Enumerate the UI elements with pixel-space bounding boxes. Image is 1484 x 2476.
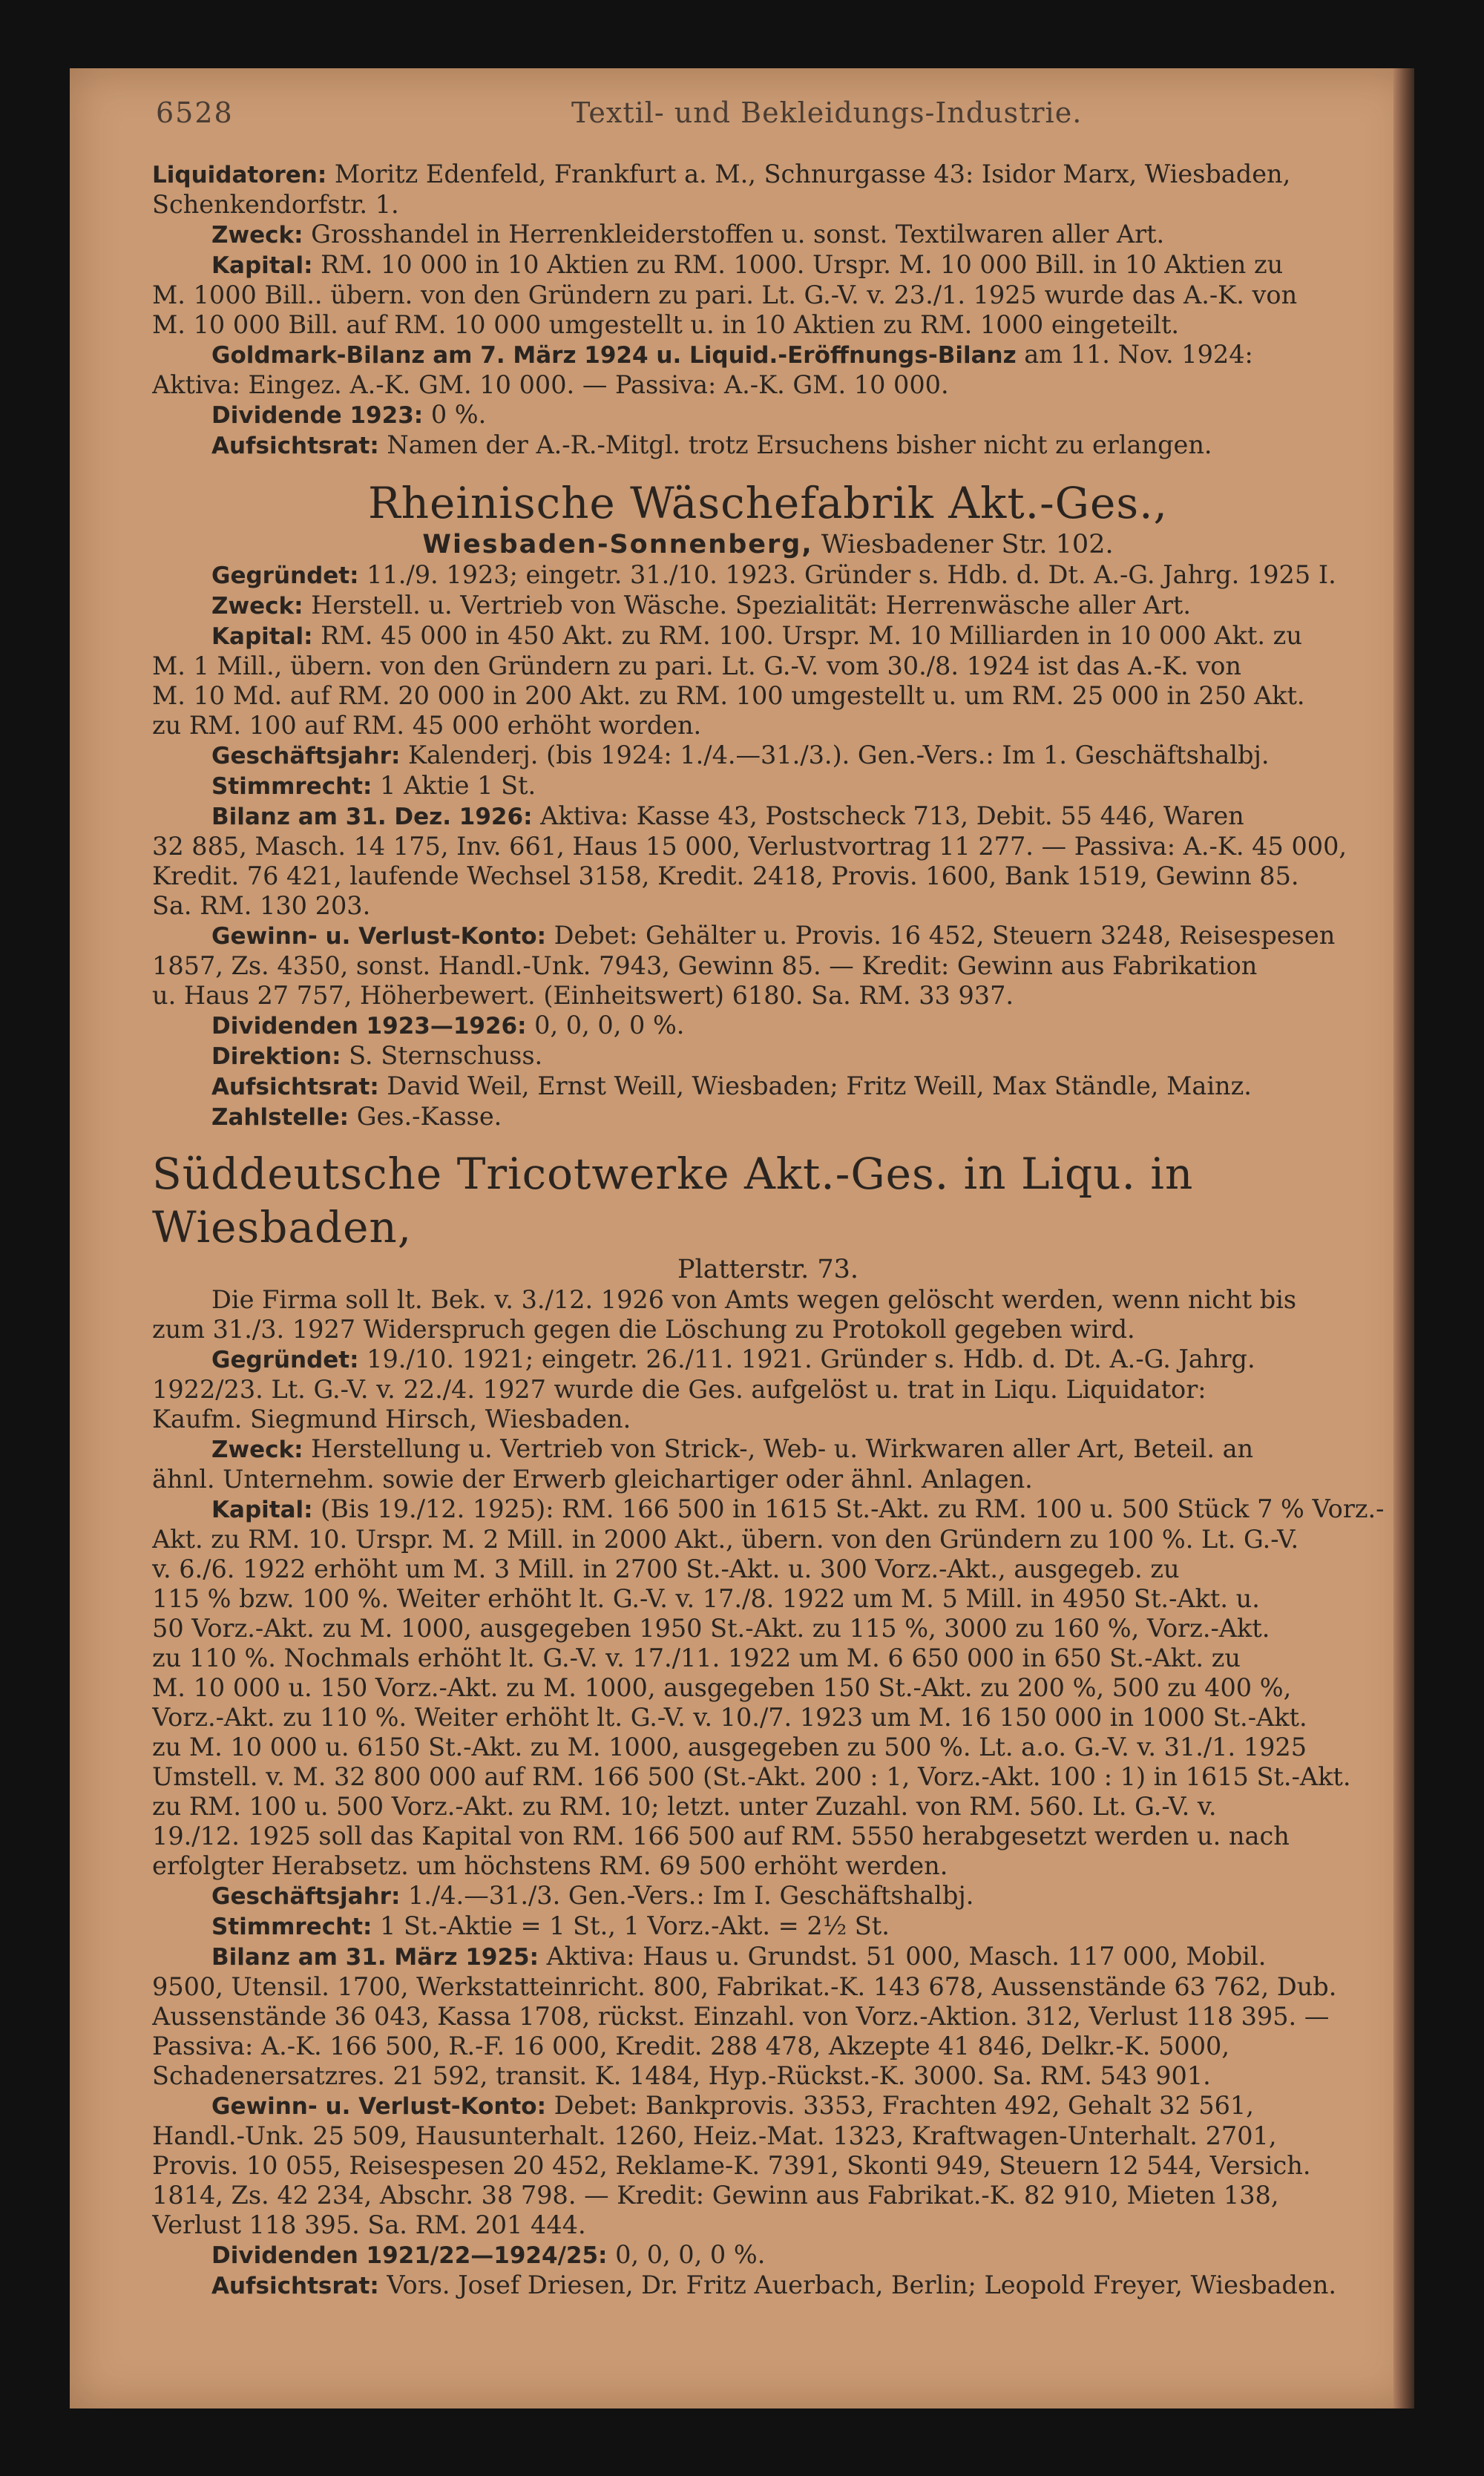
field-text: am 11. Nov. 1924:	[1016, 340, 1253, 369]
text-line	[152, 2270, 1384, 2301]
field-label: Bilanz am 31. März 1925:	[211, 1944, 539, 1971]
field-label: Kapital:	[211, 623, 313, 650]
text-line	[152, 1285, 1384, 1315]
field-text: 1./4.—31./3. Gen.-Vers.: Im I. Geschäftshalbj.	[400, 1881, 974, 1910]
field-text: 19./12. 1925 soll das Kapital von RM. 166 500 auf RM. 5550 herabgesetzt werden u. nach	[152, 1822, 1290, 1851]
field-text: zu 110 %. Nochmals erhöht lt. G.-V. v. 17./11. 1922 um M. 6 650 000 in 650 St.-Akt. zu	[152, 1643, 1241, 1672]
entry-sueddeutsche	[152, 1285, 1384, 2301]
field-label: Gegründet:	[211, 1347, 359, 1373]
text-line	[152, 2002, 1384, 2032]
field-text: ähnl. Unternehm. sowie der Erwerb gleichartiger oder ähnl. Anlagen.	[152, 1465, 1033, 1494]
field-text: 32 885, Masch. 14 175, Inv. 661, Haus 15 000, Verlustvortrag 11 277. — Passiva: A.-K. 45 000,	[152, 832, 1347, 861]
field-text: David Weil, Ernst Weill, Wiesbaden; Fritz Weill, Max Ständle, Mainz.	[378, 1071, 1252, 1100]
field-label: Kapital:	[211, 1497, 313, 1523]
company-address-sueddeutsche: Platterstr. 73.	[677, 1255, 858, 1284]
field-text: Herstell. u. Vertrieb von Wäsche. Spezialität: Herrenwäsche aller Art.	[303, 591, 1191, 620]
field-label: Geschäftsjahr:	[211, 1883, 401, 1910]
text-line	[152, 1942, 1384, 1972]
field-text: zu RM. 100 auf RM. 45 000 erhöht worden.	[152, 711, 702, 740]
text-line	[152, 1703, 1384, 1733]
field-text: 1922/23. Lt. G.-V. v. 22./4. 1927 wurde die Ges. aufgelöst u. trat in Liqu. Liquidator:	[152, 1375, 1206, 1404]
field-label: Dividende 1923:	[211, 402, 424, 429]
company-title-sueddeutsche: Süddeutsche Tricotwerke Akt.-Ges. in Liqu. in Wiesbaden,	[152, 1149, 1194, 1252]
text-line	[152, 310, 1384, 340]
text-line	[152, 560, 1384, 591]
text-line	[152, 2181, 1384, 2210]
field-text: 0, 0, 0, 0 %.	[607, 2240, 766, 2269]
company-location: Wiesbaden-Sonnenberg,	[422, 530, 813, 559]
text-line	[152, 921, 1384, 951]
text-line	[152, 771, 1384, 801]
text-line	[152, 1643, 1384, 1673]
field-label: Aufsichtsrat:	[211, 1074, 379, 1100]
field-text: Akt. zu RM. 10. Urspr. M. 2 Mill. in 2000 Akt., übern. von den Gründern zu 100 %. Lt. G.-V.	[152, 1525, 1299, 1554]
field-label: Kapital:	[211, 252, 313, 279]
field-text: Debet: Bankprovis. 3353, Frachten 492, Gehalt 32 561,	[545, 2091, 1254, 2120]
field-text: M. 1000 Bill.. übern. von den Gründern zu pari. Lt. G.-V. v. 23./1. 1925 wurde das A.-K. von	[152, 280, 1298, 309]
field-text: M. 10 000 u. 150 Vorz.-Akt. zu M. 1000, ausgegeben 150 St.-Akt. zu 200 %, 500 zu 400 %,	[152, 1673, 1292, 1702]
field-text: 115 % bzw. 100 %. Weiter erhöht lt. G.-V. v. 17./8. 1922 um M. 5 Mill. in 4950 St.-Akt. u.	[152, 1584, 1260, 1613]
text-line	[152, 220, 1384, 250]
text-line	[152, 2210, 1384, 2240]
text-line	[152, 591, 1384, 621]
text-line	[152, 981, 1384, 1011]
page-content	[152, 160, 1384, 2301]
field-text: erfolgter Herabsetz. um höchstens RM. 69 500 erhöht werden.	[152, 1851, 948, 1880]
text-line	[152, 400, 1384, 430]
text-line	[152, 1041, 1384, 1071]
field-label: Zweck:	[211, 1436, 303, 1463]
text-line	[152, 1822, 1384, 1851]
field-label: Stimmrecht:	[211, 1914, 372, 1940]
field-text: Handl.-Unk. 25 509, Hausunterhalt. 1260, Heiz.-Mat. 1323, Kraftwagen-Unterhalt. 2701,	[152, 2121, 1277, 2150]
text-line	[152, 2061, 1384, 2091]
field-label: Aufsichtsrat:	[211, 433, 379, 459]
field-text: Aussenstände 36 043, Kassa 1708, rückst. Einzahl. von Vorz.-Aktion. 312, Verlust 118 395. —	[152, 2002, 1330, 2031]
field-text: (Bis 19./12. 1925): RM. 166 500 in 1615 St.-Akt. zu RM. 100 u. 500 Stück 7 % Vorz.-	[312, 1494, 1384, 1523]
text-line	[152, 280, 1384, 310]
field-label: Goldmark-Bilanz am 7. März 1924 u. Liquid.-Eröffnungs-Bilanz	[211, 342, 1017, 369]
text-line	[152, 1851, 1384, 1881]
field-text: Umstell. v. M. 32 800 000 auf RM. 166 500 (St.-Akt. 200 : 1, Vorz.-Akt. 100 : 1) in 1615 St.-Akt.	[152, 1762, 1351, 1791]
field-text: 50 Vorz.-Akt. zu M. 1000, ausgegeben 1950 St.-Akt. zu 115 %, 3000 zu 160 %, Vorz.-Akt.	[152, 1614, 1270, 1643]
field-label: Direktion:	[211, 1043, 341, 1070]
text-line	[152, 651, 1384, 681]
text-line	[152, 1792, 1384, 1822]
field-text: M. 10 Md. auf RM. 20 000 in 200 Akt. zu RM. 100 umgestellt u. um RM. 25 000 in 250 Akt.	[152, 681, 1305, 710]
text-line	[152, 951, 1384, 981]
text-line	[152, 1011, 1384, 1041]
text-line	[152, 2151, 1384, 2181]
field-text: Vors. Josef Driesen, Dr. Fritz Auerbach, Berlin; Leopold Freyer, Wiesbaden.	[378, 2270, 1337, 2299]
field-text: Die Firma soll lt. Bek. v. 3./12. 1926 von Amts wegen gelöscht werden, wenn nicht bis	[211, 1285, 1297, 1314]
field-label: Geschäftsjahr:	[211, 743, 401, 769]
text-line	[152, 1465, 1384, 1494]
field-text: Grosshandel in Herrenkleiderstoffen u. sonst. Textilwaren aller Art.	[303, 220, 1165, 249]
field-text: RM. 45 000 in 450 Akt. zu RM. 100. Urspr. M. 10 Milliarden in 10 000 Akt. zu	[312, 621, 1302, 650]
field-text: 0, 0, 0, 0 %.	[526, 1011, 685, 1040]
text-line	[152, 2032, 1384, 2061]
book-spine	[1393, 68, 1414, 2408]
field-text: Kredit. 76 421, laufende Wechsel 3158, Kredit. 2418, Provis. 1600, Bank 1519, Gewinn 85.	[152, 861, 1299, 890]
field-text: 9500, Utensil. 1700, Werkstatteinricht. 800, Fabrikat.-K. 143 678, Aussenstände 63 762, Dub.	[152, 1972, 1337, 2001]
field-label: Liquidatoren:	[152, 162, 327, 188]
field-label: Gewinn- u. Verlust-Konto:	[211, 2093, 546, 2120]
text-line	[152, 1762, 1384, 1792]
text-line	[152, 2091, 1384, 2121]
field-label: Aufsichtsrat:	[211, 2273, 379, 2299]
field-text: 1 Aktie 1 St.	[372, 771, 536, 800]
field-label: Gewinn- u. Verlust-Konto:	[211, 923, 546, 950]
field-text: Moritz Edenfeld, Frankfurt a. M., Schnurgasse 43: Isidor Marx, Wiesbaden,	[326, 160, 1291, 188]
field-label: Bilanz am 31. Dez. 1926:	[211, 804, 533, 830]
text-line	[152, 1344, 1384, 1375]
text-line	[152, 1911, 1384, 1942]
field-text: zum 31./3. 1927 Widerspruch gegen die Löschung zu Protokoll gegeben wird.	[152, 1315, 1135, 1344]
text-line	[152, 1071, 1384, 1102]
text-line	[152, 1733, 1384, 1762]
company-title-rheinische: Rheinische Wäschefabrik Akt.-Ges.,	[368, 478, 1168, 528]
field-text: 1 St.-Aktie = 1 St., 1 Vorz.-Akt. = 2½ St.	[372, 1911, 890, 1940]
text-line	[152, 160, 1384, 190]
field-text: 1857, Zs. 4350, sonst. Handl.-Unk. 7943, Gewinn 85. — Kredit: Gewinn aus Fabrikation	[152, 951, 1258, 980]
field-text: Kaufm. Siegmund Hirsch, Wiesbaden.	[152, 1405, 631, 1434]
text-line	[152, 1375, 1384, 1405]
text-line	[152, 711, 1384, 740]
page-header	[156, 96, 1298, 134]
text-line	[152, 681, 1384, 711]
entry-liquidation-continued	[152, 160, 1384, 461]
field-text: Aktiva: Haus u. Grundst. 51 000, Masch. 117 000, Mobil.	[539, 1942, 1267, 1971]
field-text: Debet: Gehälter u. Provis. 16 452, Steuern 3248, Reisespesen	[545, 921, 1336, 950]
text-line	[152, 1405, 1384, 1434]
text-line	[152, 861, 1384, 891]
text-line	[152, 1584, 1384, 1614]
text-line	[152, 621, 1384, 651]
field-text: Vorz.-Akt. zu 110 %. Weiter erhöht lt. G.-V. v. 10./7. 1923 um M. 16 150 000 in 1000 St.-Akt.	[152, 1703, 1307, 1732]
field-text: 0 %.	[423, 400, 487, 429]
text-line	[152, 1102, 1384, 1132]
company-street: Wiesbadener Str. 102.	[812, 530, 1114, 559]
field-text: Kalenderj. (bis 1924: 1./4.—31./3.). Gen.-Vers.: Im 1. Geschäftshalbj.	[400, 740, 1270, 769]
field-text: Aktiva: Kasse 43, Postscheck 713, Debit. 55 446, Waren	[532, 801, 1244, 830]
field-label: Zahlstelle:	[211, 1104, 349, 1131]
field-text: 11./9. 1923; eingetr. 31./10. 1923. Gründer s. Hdb. d. Dt. A.-G. Jahrg. 1925 I.	[358, 560, 1336, 589]
text-line	[152, 1494, 1384, 1525]
text-line	[152, 1881, 1384, 1911]
field-text: Herstellung u. Vertrieb von Strick-, Web- u. Wirkwaren aller Art, Beteil. an	[303, 1434, 1254, 1463]
field-label: Zweck:	[211, 222, 303, 249]
text-line	[152, 801, 1384, 832]
field-text: v. 6./6. 1922 erhöht um M. 3 Mill. in 2700 St.-Akt. u. 300 Vorz.-Akt., ausgegeb. zu	[152, 1554, 1180, 1583]
text-line	[152, 832, 1384, 861]
field-text: zu M. 10 000 u. 6150 St.-Akt. zu M. 1000, ausgegeben zu 500 %. Lt. a.o. G.-V. v. 31./1. 1925	[152, 1733, 1307, 1761]
text-line	[152, 370, 1384, 400]
field-label: Dividenden 1921/22—1924/25:	[211, 2242, 608, 2269]
text-line	[152, 1673, 1384, 1703]
text-line	[152, 190, 1384, 220]
text-line	[152, 1525, 1384, 1554]
text-line	[152, 1315, 1384, 1344]
field-text: S. Sternschuss.	[341, 1041, 543, 1070]
field-text: zu RM. 100 u. 500 Vorz.-Akt. zu RM. 10; letzt. unter Zuzahl. von RM. 560. Lt. G.-V. v.	[152, 1792, 1217, 1821]
field-text: 1814, Zs. 42 234, Abschr. 38 798. — Kredit: Gewinn aus Fabrikat.-K. 82 910, Mieten 138,	[152, 2181, 1279, 2210]
text-line	[152, 2121, 1384, 2151]
field-text: Schenkendorfstr. 1.	[152, 190, 399, 219]
field-text: Sa. RM. 130 203.	[152, 891, 371, 920]
field-text: Provis. 10 055, Reisespesen 20 452, Reklame-K. 7391, Skonti 949, Steuern 12 544, Versich.	[152, 2151, 1311, 2180]
field-text: 19./10. 1921; eingetr. 26./11. 1921. Gründer s. Hdb. d. Dt. A.-G. Jahrg.	[358, 1344, 1255, 1373]
field-label: Dividenden 1923—1926:	[211, 1013, 527, 1040]
page-number: 6528	[156, 96, 234, 129]
running-title: Textil- und Bekleidungs-Industrie.	[571, 96, 1083, 129]
field-text: Aktiva: Eingez. A.-K. GM. 10 000. — Passiva: A.-K. GM. 10 000.	[152, 370, 949, 399]
field-text: M. 10 000 Bill. auf RM. 10 000 umgestellt u. in 10 Aktien zu RM. 1000 eingeteilt.	[152, 310, 1180, 339]
field-text: u. Haus 27 757, Höherbewert. (Einheitswert) 6180. Sa. RM. 33 937.	[152, 981, 1014, 1010]
entry-rheinische	[152, 560, 1384, 1132]
text-line	[152, 740, 1384, 771]
text-line	[152, 430, 1384, 461]
text-line	[152, 891, 1384, 921]
text-line	[152, 2240, 1384, 2270]
field-text: Passiva: A.-K. 166 500, R.-F. 16 000, Kredit. 288 478, Akzepte 41 846, Delkr.-K. 5000,	[152, 2032, 1229, 2060]
field-text: Schadenersatzres. 21 592, transit. K. 1484, Hyp.-Rückst.-K. 3000. Sa. RM. 543 901.	[152, 2061, 1211, 2090]
company-address-rheinische	[152, 529, 1384, 560]
field-label: Gegründet:	[211, 562, 359, 589]
text-line	[152, 340, 1384, 370]
field-text: Verlust 118 395. Sa. RM. 201 444.	[152, 2210, 586, 2239]
field-label: Zweck:	[211, 593, 303, 620]
text-line	[152, 250, 1384, 280]
field-label: Stimmrecht:	[211, 773, 372, 800]
text-line	[152, 1554, 1384, 1584]
field-text: M. 1 Mill., übern. von den Gründern zu pari. Lt. G.-V. vom 30./8. 1924 ist das A.-K. von	[152, 651, 1241, 680]
field-text: Ges.-Kasse.	[349, 1102, 502, 1131]
text-line	[152, 1614, 1384, 1643]
text-line	[152, 1972, 1384, 2002]
field-text: RM. 10 000 in 10 Aktien zu RM. 1000. Urspr. M. 10 000 Bill. in 10 Aktien zu	[312, 250, 1284, 279]
text-line	[152, 1434, 1384, 1465]
field-text: Namen der A.-R.-Mitgl. trotz Ersuchens bisher nicht zu erlangen.	[378, 430, 1212, 459]
